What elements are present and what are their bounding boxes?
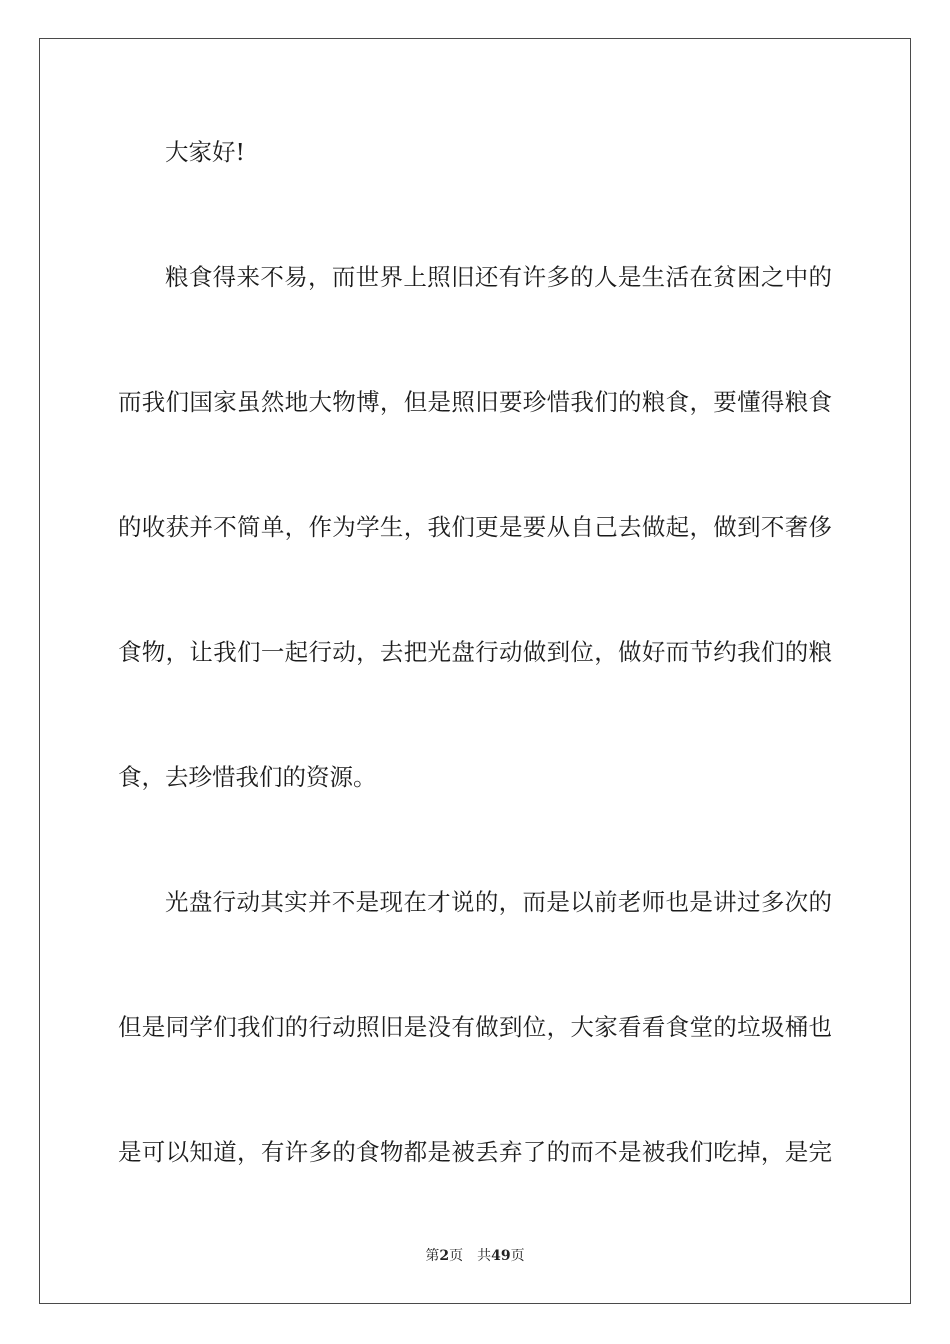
paragraph-2-line-3: 是可以知道，有许多的食物都是被丢弃了的而不是被我们吃掉，是完: [118, 1138, 832, 1166]
greeting-line: 大家好!: [165, 138, 245, 166]
paragraph-1-line-5: 食，去珍惜我们的资源。: [118, 763, 377, 791]
page-suffix: 页: [449, 1248, 464, 1264]
paragraph-1-line-1: 粮食得来不易，而世界上照旧还有许多的人是生活在贫困之中的: [165, 263, 832, 291]
paragraph-1-line-3: 的收获并不简单，作为学生，我们更是要从自己去做起，做到不奢侈: [118, 513, 832, 541]
paragraph-1-line-2: 而我们国家虽然地大物博，但是照旧要珍惜我们的粮食，要懂得粮食: [118, 388, 832, 416]
total-suffix: 页: [510, 1248, 525, 1264]
paragraph-2-line-1: 光盘行动其实并不是现在才说的，而是以前老师也是讲过多次的: [165, 888, 832, 916]
paragraph-2-line-2: 但是同学们我们的行动照旧是没有做到位，大家看看食堂的垃圾桶也: [118, 1013, 832, 1041]
total-page-count: 49: [491, 1248, 511, 1264]
total-prefix: 共: [477, 1248, 492, 1264]
page-prefix: 第: [425, 1248, 440, 1264]
current-page-number: 2: [439, 1248, 450, 1264]
page-border: [39, 38, 911, 1304]
page-footer: [0, 1247, 950, 1265]
paragraph-1-line-4: 食物，让我们一起行动，去把光盘行动做到位，做好而节约我们的粮: [118, 638, 832, 666]
